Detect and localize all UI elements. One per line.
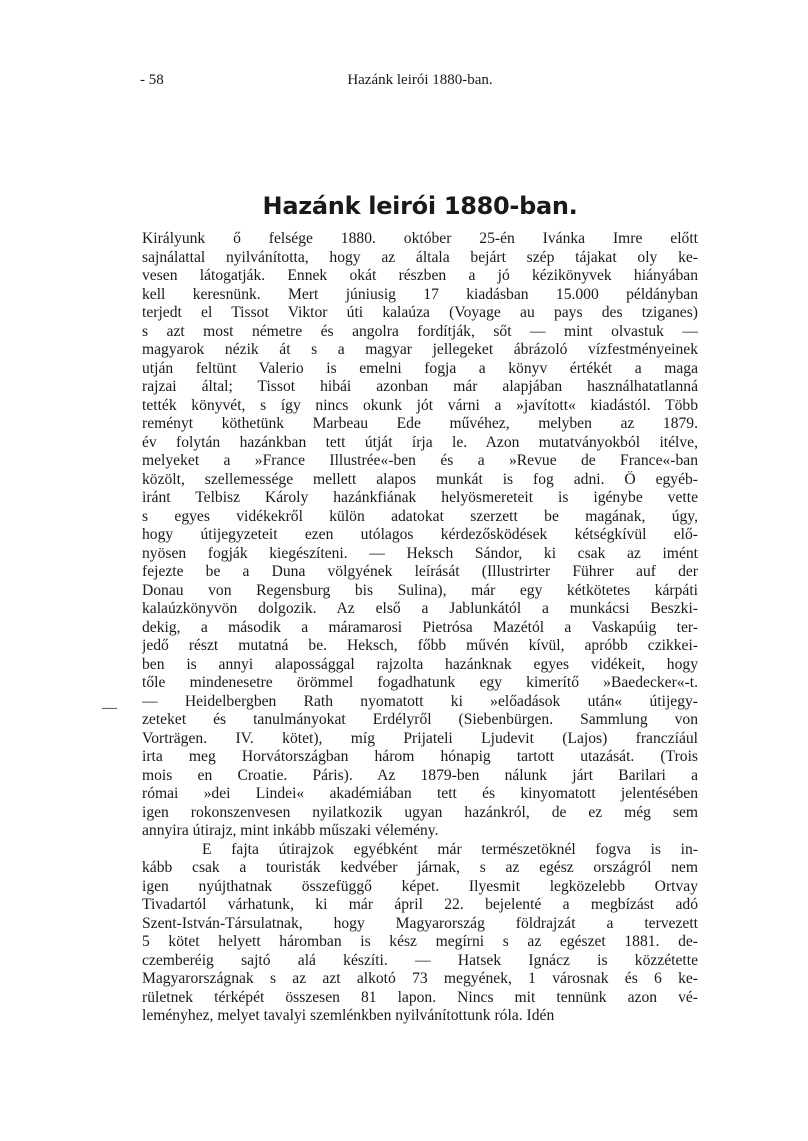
text-line: czemberéig sajtó alá készíti. — Hatsek Ignácz is közzétette bbox=[142, 951, 698, 969]
text-line: hogy útijegyzeteit ezen utólagos kérdezősködések kétségkívül elő- bbox=[142, 526, 698, 543]
text-line: jedő részt mutatná be. Heksch, főbb művén kívül, apróbb czikkei- bbox=[142, 637, 698, 654]
text-line: melyeket a »France Illustrée«-ben és a »Revue de France«-ban bbox=[142, 452, 698, 469]
text-line: s azt most németre és angolra fordítják, sőt — mint olvastuk — bbox=[142, 322, 698, 340]
text-line: Tivadartól várhatunk, ki már ápril 22. bejelenté a megbízást adó bbox=[142, 896, 698, 913]
text-line: igen nyújthatnak összefüggő képet. Ilyesmit legközelebb Ortvay bbox=[142, 877, 698, 895]
text-line: vesen látogatják. Ennek okát részben a jó kézikönyvek hiányában bbox=[142, 267, 698, 284]
text-line: irta meg Horvátországban három hónapig tartott utazását. (Trois bbox=[142, 748, 698, 765]
text-line: magyarok nézik át s a magyar jellegeket ábrázoló vízfestményeinek bbox=[142, 341, 698, 358]
text-line: — Heidelbergben Rath nyomatott ki »előadások után« útijegy- bbox=[142, 692, 698, 710]
text-line: Magyarországnak s az azt alkotó 73 megyének, 1 városnak és 6 ke- bbox=[142, 970, 698, 987]
text-line: zeteket és tanulmányokat Erdélyről (Siebenbürgen. Sammlung von bbox=[142, 711, 698, 728]
text-line: tőle mindenesetre örömmel fogadhatunk egy kimerítő »Baedecker«-t. bbox=[142, 674, 698, 691]
paragraph bbox=[142, 230, 698, 841]
text-line: Donau von Regensburg bis Sulina), már egy kétkötetes kárpáti bbox=[142, 581, 698, 599]
text-line: nyösen fogják kiegészíteni. — Heksch Sándor, ki csak az imént bbox=[142, 544, 698, 562]
text-line: annyira útirajz, mint inkább műszaki vélemény. bbox=[142, 822, 439, 839]
text-line: közölt, szellemessége mellett alapos munkát is fog adni. Ő egyéb- bbox=[142, 470, 698, 488]
text-line: dekig, a második a máramarosi Pietrósa Mazétól a Vaskapúig ter- bbox=[142, 618, 698, 636]
text-line: Vorträgen. IV. kötet), míg Prijateli Ljudevit (Lajos) franczíául bbox=[142, 729, 698, 747]
text-line: Szent-István-Társulatnak, hogy Magyarország földrajzát a tervezett bbox=[142, 914, 698, 932]
page-header bbox=[140, 72, 700, 94]
text-line: mois en Croatie. Páris). Az 1879-ben nálunk járt Barilari a bbox=[142, 766, 698, 784]
text-line: E fajta útirajzok egyébként már természetöknél fogva is in- bbox=[202, 840, 698, 858]
text-line: római »dei Lindei« akadémiában tett és kinyomatott jelentésében bbox=[142, 785, 698, 802]
text-line: terjedt el Tissot Viktor úti kalaúza (Voyage au pays des tziganes) bbox=[142, 304, 698, 321]
text-line: s egyes vidékekről külön adatokat szerzett be magának, úgy, bbox=[142, 507, 698, 525]
paragraph bbox=[142, 841, 698, 1026]
text-line: utján feltünt Valerio is emelni fogja a könyv értékét a maga bbox=[142, 359, 698, 377]
page-number: - 58 bbox=[140, 72, 164, 88]
article-title: Hazánk leirói 1880-ban. bbox=[262, 192, 578, 220]
text-line: iránt Telbisz Károly hazánkfiának helyösmereteit is igénybe vette bbox=[142, 489, 698, 506]
text-line: rületnek térképét összesen 81 lapon. Nincs mit tennünk azon vé- bbox=[142, 988, 698, 1006]
text-line: rajzai által; Tissot hibái azonban már alapjában használhatatlanná bbox=[142, 378, 698, 395]
text-line: Királyunk ő felsége 1880. október 25-én Ivánka Imre előtt bbox=[142, 230, 698, 247]
text-line: kalaúzkönyvön dolgozik. Az első a Jablunkától a munkácsi Beszki- bbox=[142, 600, 698, 617]
text-line: tették könyvét, s így nincs okunk jót várni a »javított« kiadástól. Több bbox=[142, 396, 698, 414]
text-line: kell keresnünk. Mert júniusig 17 kiadásban 15.000 példányban bbox=[142, 285, 698, 303]
text-line: kább csak a touristák kedvéber járnak, s az egész országról nem bbox=[142, 859, 698, 876]
text-line: év folytán hazánkban tett útját írja le. Azon mutatványokból itélve, bbox=[142, 433, 698, 451]
text-line: leményhez, melyet tavalyi szemlénkben nyilvánítottunk róla. Idén bbox=[142, 1007, 555, 1024]
text-line: fejezte be a Duna völgyének leírását (Illustrirter Führer auf der bbox=[142, 563, 698, 580]
running-head: Hazánk leirói 1880-ban. bbox=[347, 72, 493, 88]
article-body bbox=[142, 230, 698, 1026]
text-line: igen rokonszenvesen nyilatkozik ugyan hazánkról, de ez még sem bbox=[142, 803, 698, 821]
text-line: ben is annyi alapossággal rajzolta hazánknak egyes vidékeit, hogy bbox=[142, 655, 698, 673]
margin-mark: — bbox=[102, 700, 117, 716]
text-line: 5 kötet helyett háromban is kész megírni s az egészet 1881. de- bbox=[142, 933, 698, 950]
text-line: sajnálattal nyilvánította, hogy az általa bejárt szép tájakat oly ke- bbox=[142, 248, 698, 266]
text-line: reményt köthetünk Marbeau Ede művéhez, melyben az 1879. bbox=[142, 415, 698, 432]
